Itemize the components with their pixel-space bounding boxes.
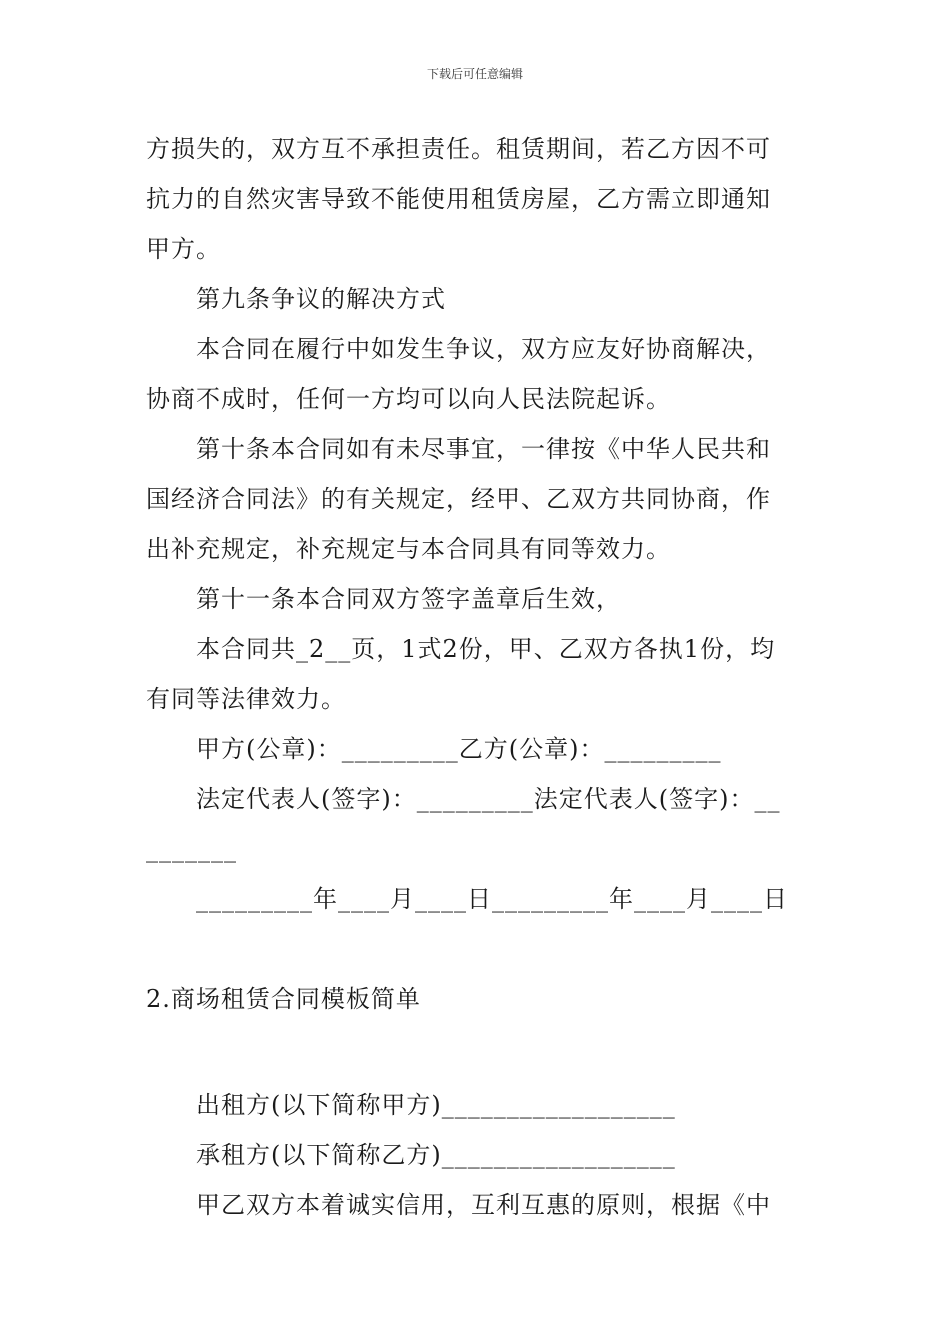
- seal-line: 甲方(公章)：_________乙方(公章)：_________: [196, 735, 722, 763]
- paragraph-line: 第十一条本合同双方签字盖章后生效，: [196, 585, 621, 613]
- lessee-line: 承租方(以下简称乙方)__________________: [196, 1141, 676, 1169]
- paragraph-line: 第十条本合同如有未尽事宜，一律按《中华人民共和: [196, 435, 771, 463]
- paragraph-line: 甲方。: [146, 235, 221, 263]
- paragraph-line: 协商不成时，任何一方均可以向人民法院起诉。: [146, 385, 671, 413]
- spacer: [146, 1024, 806, 1080]
- lessor-line: 出租方(以下简称甲方)__________________: [196, 1091, 676, 1119]
- date-line: _________年____月____日_________年____月____日: [196, 885, 788, 913]
- paragraph-line: 本合同在履行中如发生争议，双方应友好协商解决，: [196, 335, 771, 363]
- document-body: [146, 124, 806, 1230]
- paragraph-line: 方损失的，双方互不承担责任。租赁期间，若乙方因不可: [146, 135, 771, 163]
- header-text: 下载后可任意编辑: [426, 67, 523, 81]
- paragraph-line: 甲乙双方本着诚实信用，互利互惠的原则，根据《中: [196, 1191, 771, 1219]
- paragraph-line: 国经济合同法》的有关规定，经甲、乙双方共同协商，作: [146, 485, 771, 513]
- page-header: [0, 66, 950, 82]
- article-heading: 第九条争议的解决方式: [196, 285, 446, 313]
- section-title: 2.商场租赁合同模板简单: [146, 985, 421, 1013]
- paragraph-line: 出补充规定，补充规定与本合同具有同等效力。: [146, 535, 671, 563]
- signature-line-continued: _______: [146, 835, 237, 863]
- paragraph-line: 抗力的自然灾害导致不能使用租赁房屋，乙方需立即通知: [146, 185, 771, 213]
- paragraph-line: 有同等法律效力。: [146, 685, 346, 713]
- paragraph-line: 本合同共_2__页，1式2份，甲、乙双方各执1份，均: [196, 635, 776, 663]
- spacer: [146, 924, 806, 974]
- signature-line: 法定代表人(签字)：_________法定代表人(签字)：__: [196, 785, 781, 813]
